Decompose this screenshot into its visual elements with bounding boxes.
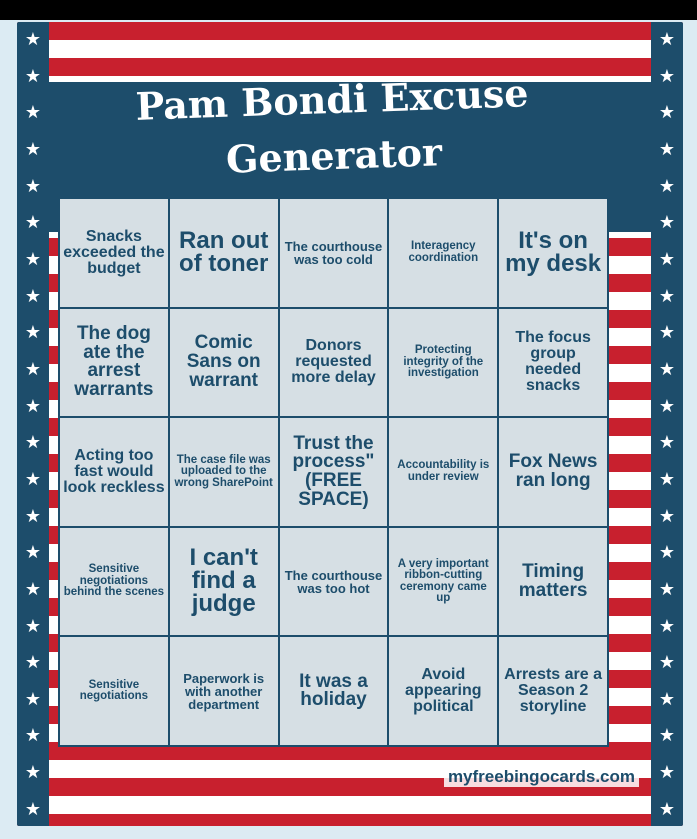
page-title: Pam Bondi Excuse Generator xyxy=(134,70,530,182)
star-icon: ★ xyxy=(24,542,42,563)
star-icon: ★ xyxy=(658,138,676,159)
bingo-cell[interactable]: The focus group needed snacks xyxy=(499,309,607,417)
right-star-border xyxy=(651,22,683,826)
star-icon: ★ xyxy=(658,212,676,233)
star-icon: ★ xyxy=(24,322,42,343)
star-icon: ★ xyxy=(658,358,676,379)
bingo-cell[interactable]: Sensitive negotiations xyxy=(60,637,168,745)
bingo-cell[interactable]: Trust the process" (FREE SPACE) xyxy=(280,418,388,526)
star-icon: ★ xyxy=(658,578,676,599)
bingo-cell[interactable]: A very important ribbon-cutting ceremony came up xyxy=(389,528,497,636)
star-icon: ★ xyxy=(24,285,42,306)
bingo-cell[interactable]: It was a holiday xyxy=(280,637,388,745)
star-icon: ★ xyxy=(24,762,42,783)
bingo-cell[interactable]: Avoid appearing political xyxy=(389,637,497,745)
bingo-cell[interactable]: Donors requested more delay xyxy=(280,309,388,417)
star-icon: ★ xyxy=(24,358,42,379)
star-icon: ★ xyxy=(658,725,676,746)
bingo-cell[interactable]: Fox News ran long xyxy=(499,418,607,526)
star-icon: ★ xyxy=(658,468,676,489)
bingo-cell[interactable]: The dog ate the arrest warrants xyxy=(60,309,168,417)
star-icon: ★ xyxy=(24,615,42,636)
star-icon: ★ xyxy=(658,102,676,123)
star-icon: ★ xyxy=(658,322,676,343)
star-icon: ★ xyxy=(658,395,676,416)
bingo-grid xyxy=(58,197,609,747)
star-icon: ★ xyxy=(24,65,42,86)
bingo-cell[interactable]: The case file was uploaded to the wrong SharePoint xyxy=(170,418,278,526)
bingo-cell[interactable]: I can't find a judge xyxy=(170,528,278,636)
star-icon: ★ xyxy=(658,65,676,86)
bingo-cell[interactable]: The courthouse was too hot xyxy=(280,528,388,636)
star-icon: ★ xyxy=(658,432,676,453)
bingo-cell[interactable]: It's on my desk xyxy=(499,199,607,307)
bingo-cell[interactable]: Interagency coordination xyxy=(389,199,497,307)
star-icon: ★ xyxy=(24,688,42,709)
bingo-cell[interactable]: Timing matters xyxy=(499,528,607,636)
star-icon: ★ xyxy=(658,175,676,196)
bingo-cell[interactable]: Comic Sans on warrant xyxy=(170,309,278,417)
bingo-cell[interactable]: Acting too fast would look reckless xyxy=(60,418,168,526)
bingo-cell[interactable]: Arrests are a Season 2 storyline xyxy=(499,637,607,745)
star-icon: ★ xyxy=(24,248,42,269)
star-icon: ★ xyxy=(24,212,42,233)
bingo-cell[interactable]: Paperwork is with another department xyxy=(170,637,278,745)
star-icon: ★ xyxy=(24,29,42,49)
star-icon: ★ xyxy=(658,248,676,269)
star-icon: ★ xyxy=(658,505,676,526)
star-icon: ★ xyxy=(658,615,676,636)
star-icon: ★ xyxy=(24,138,42,159)
star-icon: ★ xyxy=(658,285,676,306)
bingo-cell[interactable]: Protecting integrity of the investigation xyxy=(389,309,497,417)
star-icon: ★ xyxy=(24,505,42,526)
star-icon: ★ xyxy=(658,29,676,49)
star-icon: ★ xyxy=(24,175,42,196)
star-icon: ★ xyxy=(658,798,676,819)
star-icon: ★ xyxy=(658,542,676,563)
bingo-cell[interactable]: Ran out of toner xyxy=(170,199,278,307)
star-icon: ★ xyxy=(24,725,42,746)
bingo-cell[interactable]: Snacks exceeded the budget xyxy=(60,199,168,307)
star-icon: ★ xyxy=(24,798,42,819)
star-icon: ★ xyxy=(24,652,42,673)
star-icon: ★ xyxy=(24,102,42,123)
star-icon: ★ xyxy=(24,395,42,416)
bingo-cell[interactable]: Sensitive negotiations behind the scenes xyxy=(60,528,168,636)
bingo-cell[interactable]: The courthouse was too cold xyxy=(280,199,388,307)
top-bar xyxy=(0,0,697,20)
website-credit[interactable]: myfreebingocards.com xyxy=(444,767,639,787)
star-icon: ★ xyxy=(24,432,42,453)
bingo-cell[interactable]: Accountability is under review xyxy=(389,418,497,526)
star-icon: ★ xyxy=(658,688,676,709)
star-icon: ★ xyxy=(658,652,676,673)
star-icon: ★ xyxy=(24,578,42,599)
star-icon: ★ xyxy=(24,468,42,489)
star-icon: ★ xyxy=(658,762,676,783)
